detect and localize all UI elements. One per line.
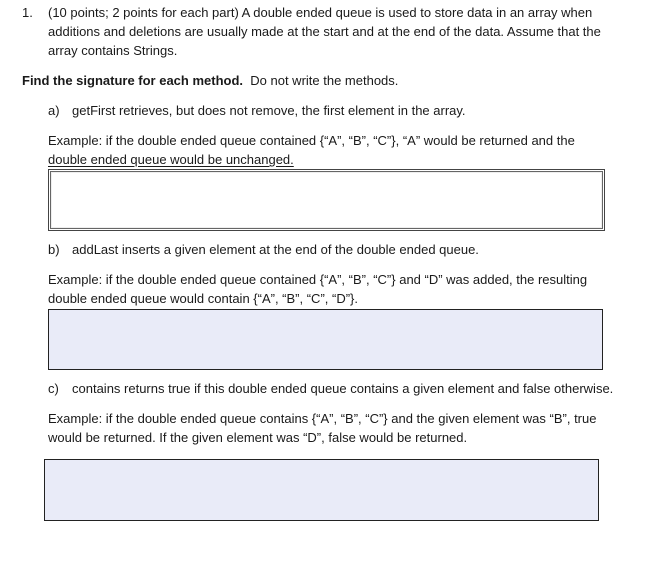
part-b-example-line-2: double ended queue would contain {“A”, “B”, “C”, “D”}.	[48, 291, 359, 306]
part-a-example-line-2: double ended queue would be unchanged.	[48, 152, 294, 167]
instruction	[22, 71, 398, 90]
part-a-answer-box[interactable]	[48, 169, 605, 231]
part-c-description: contains returns true if this double ended queue contains a given element and false otherwise.	[72, 381, 614, 396]
part-a-example-line-1: Example: if the double ended queue contained {“A”, “B”, “C”}, “A” would be returned and the	[48, 133, 575, 148]
question-intro-line-2: additions and deletions are usually made at the start and at the end of the data. Assume that the	[48, 24, 601, 39]
part-c-example-line-2: would be returned. If the given element was “D”, false would be returned.	[48, 430, 468, 445]
part-b-label: b)	[48, 242, 60, 257]
instruction-bold: Find the signature for each method.	[22, 73, 244, 88]
part-c-example-line-1: Example: if the double ended queue contains {“A”, “B”, “C”} and the given element was “B”, true	[48, 411, 597, 426]
question-intro-line-1: (10 points; 2 points for each part) A double ended queue is used to store data in an array when	[48, 5, 593, 20]
question-intro-line-3: array contains Strings.	[48, 43, 178, 58]
part-a-description: getFirst retrieves, but does not remove, the first element in the array.	[72, 103, 466, 118]
question-number: 1.	[22, 5, 33, 20]
part-a-answer-box-inner	[52, 173, 601, 227]
part-b-description: addLast inserts a given element at the end of the double ended queue.	[72, 242, 479, 257]
part-a-label: a)	[48, 103, 60, 118]
part-b-example-line-1: Example: if the double ended queue contained {“A”, “B”, “C”} and “D” was added, the resulting	[48, 272, 588, 287]
part-b-answer-box[interactable]	[48, 309, 603, 370]
part-c-label: c)	[48, 381, 59, 396]
part-c-answer-box[interactable]	[44, 459, 599, 521]
instruction-rest: Do not write the methods.	[250, 73, 399, 88]
